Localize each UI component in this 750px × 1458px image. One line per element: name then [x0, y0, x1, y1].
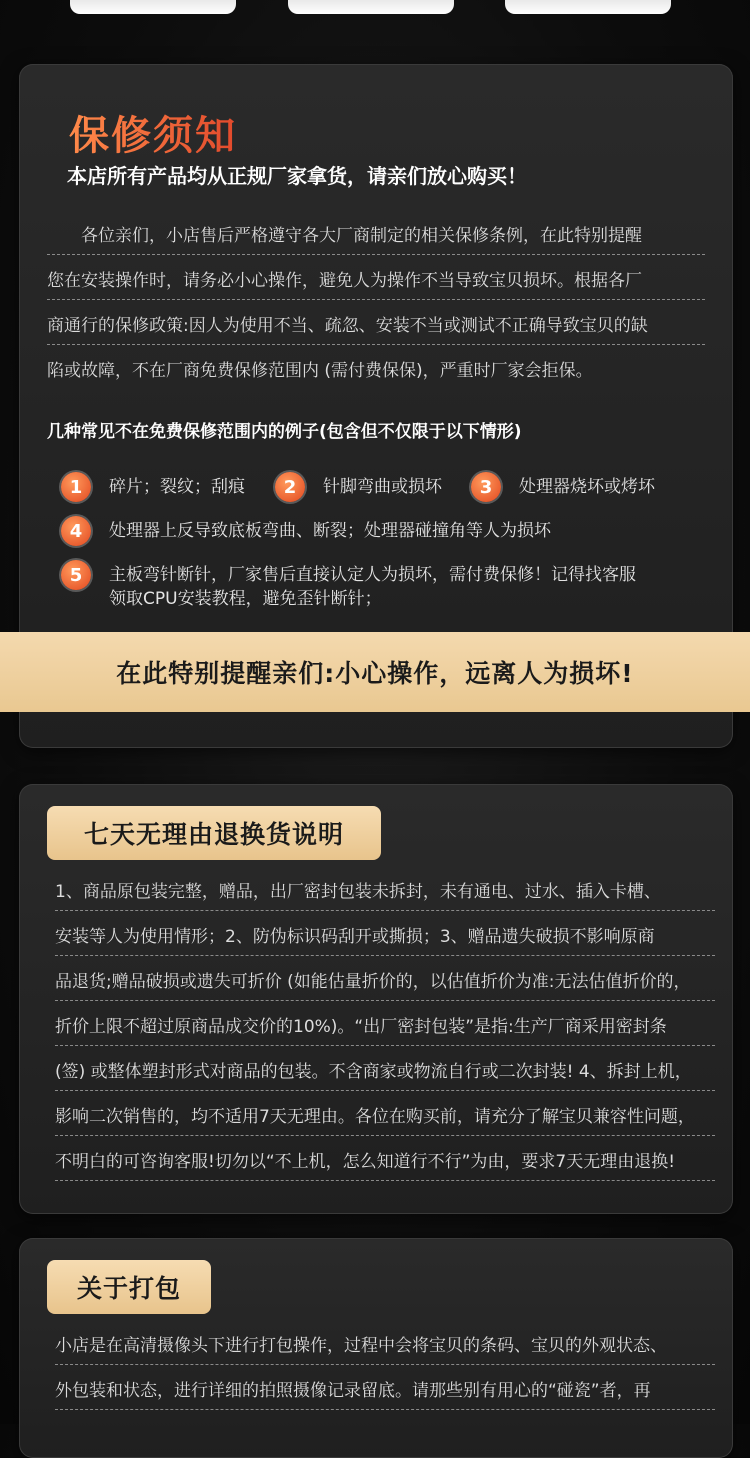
example-text: 处理器上反导致底板弯曲、断裂；处理器碰撞角等人为损坏	[109, 521, 551, 541]
returns-title: 七天无理由退换货说明	[47, 806, 381, 860]
example-text-line: 主板弯针断针，厂家售后直接认定人为损坏，需付费保修！记得找客服	[109, 565, 636, 585]
paragraph-line: 陷或故障，不在厂商免费保修范围内 (需付费保保)，严重时厂家会拒保。	[47, 361, 593, 381]
packing-title: 关于打包	[47, 1260, 211, 1314]
examples-heading: 几种常见不在免费保修范围内的例子(包含但不仅限于以下情形)	[47, 422, 522, 442]
example-item-5	[61, 560, 636, 611]
packing-line: 小店是在高清摄像头下进行打包操作，过程中会将宝贝的条码、宝贝的外观状态、	[55, 1320, 715, 1365]
example-item-3	[471, 472, 655, 502]
warranty-paragraph	[47, 210, 705, 389]
reminder-banner: 在此特别提醒亲们:小心操作，远离人为损坏!	[0, 632, 750, 712]
number-badge: 5	[61, 560, 91, 590]
paragraph-line: 商通行的保修政策:因人为使用不当、疏忽、安装不当或测试不正确导致宝贝的缺	[47, 300, 705, 345]
example-text: 碎片；裂纹；刮痕	[109, 477, 245, 497]
returns-line: 品退货;赠品破损或遗失可折价 (如能估量折价的，以估值折价为准:无法估值折价的，	[55, 956, 715, 1001]
returns-card	[19, 784, 733, 1214]
example-item-1	[61, 472, 245, 502]
returns-line: 安装等人为使用情形；2、防伪标识码刮开或撕损；3、赠品遗失破损不影响原商	[55, 911, 715, 956]
returns-line: 不明白的可咨询客服!切勿以“不上机，怎么知道行不行”为由，要求7天无理由退换!	[55, 1136, 715, 1181]
returns-line: (签) 或整体塑封形式对商品的包装。不含商家或物流自行或二次封装! 4、拆封上机，	[55, 1046, 715, 1091]
number-badge: 1	[61, 472, 91, 502]
example-text: 处理器烧坏或烤坏	[519, 477, 655, 497]
example-item-2	[275, 472, 442, 502]
number-badge: 4	[61, 516, 91, 546]
example-item-4	[61, 516, 551, 546]
returns-text	[55, 866, 715, 1181]
packing-line: 外包装和状态，进行详细的拍照摄像记录留底。请那些别有用心的“碰瓷”者，再	[55, 1365, 715, 1410]
number-badge: 2	[275, 472, 305, 502]
returns-line: 影响二次销售的，均不适用7天无理由。各位在购买前，请充分了解宝贝兼容性问题，	[55, 1091, 715, 1136]
top-tab-right[interactable]	[505, 0, 671, 14]
warranty-title: 保修须知	[69, 104, 237, 161]
top-tab-left[interactable]	[70, 0, 236, 14]
example-text: 针脚弯曲或损坏	[323, 477, 442, 497]
returns-line: 1、商品原包装完整，赠品，出厂密封包装未拆封，未有通电、过水、插入卡槽、	[55, 866, 715, 911]
example-text-line: 领取CPU安装教程，避免歪针断针；	[109, 589, 382, 609]
warranty-subtitle: 本店所有产品均从正规厂家拿货，请亲们放心购买！	[67, 164, 527, 188]
packing-text	[55, 1320, 715, 1410]
paragraph-line: 各位亲们，小店售后严格遵守各大厂商制定的相关保修条例，在此特别提醒	[47, 210, 705, 255]
paragraph-line: 您在安装操作时，请务必小心操作，避免人为操作不当导致宝贝损坏。根据各厂	[47, 255, 705, 300]
returns-line: 折价上限不超过原商品成交价的10%)。“出厂密封包装”是指:生产厂商采用密封条	[55, 1001, 715, 1046]
packing-card	[19, 1238, 733, 1458]
example-text	[109, 560, 636, 611]
number-badge: 3	[471, 472, 501, 502]
top-tab-center[interactable]	[288, 0, 454, 14]
